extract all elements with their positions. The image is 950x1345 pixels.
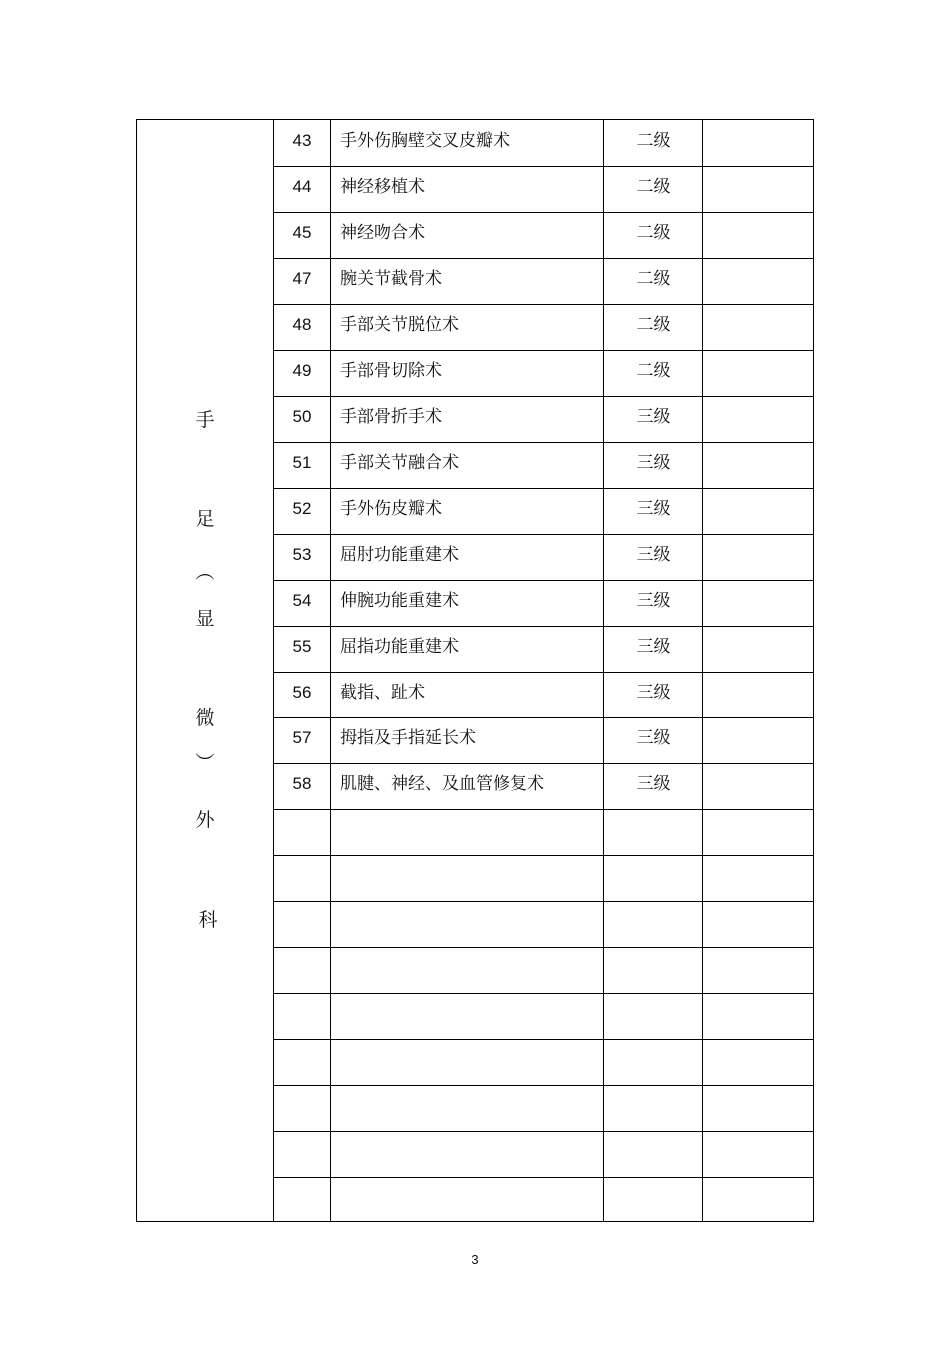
procedure-level: 三级 bbox=[636, 774, 671, 795]
procedure-level bbox=[604, 855, 703, 901]
category-char: 显 bbox=[195, 608, 215, 630]
row-number: 57 bbox=[292, 728, 312, 748]
procedure-name: 神经移植术 bbox=[340, 176, 425, 197]
procedure-name: 手外伤皮瓣术 bbox=[340, 498, 442, 519]
table-row bbox=[137, 1039, 813, 1085]
procedure-level bbox=[604, 993, 703, 1039]
page-number: 3 bbox=[471, 1252, 479, 1267]
row-divider bbox=[273, 442, 814, 443]
procedure-name bbox=[340, 855, 605, 901]
table-row bbox=[137, 947, 813, 993]
procedure-level: 二级 bbox=[636, 131, 671, 151]
category-char: 手 bbox=[195, 409, 215, 431]
table-row bbox=[137, 809, 813, 855]
procedure-level: 三级 bbox=[636, 498, 671, 519]
table-row bbox=[137, 855, 813, 901]
procedure-name: 肌腱、神经、及血管修复术 bbox=[340, 774, 544, 795]
row-number: 44 bbox=[292, 176, 312, 196]
category-char: 足 bbox=[195, 508, 215, 530]
category-char: 科 bbox=[198, 909, 218, 931]
row-number: 51 bbox=[292, 452, 312, 472]
row-number: 49 bbox=[292, 360, 312, 380]
procedure-level: 三级 bbox=[636, 728, 671, 749]
row-divider bbox=[273, 672, 814, 673]
procedure-name bbox=[340, 1131, 605, 1177]
category-char: ︵ bbox=[195, 561, 215, 583]
row-divider bbox=[273, 717, 814, 718]
table-row bbox=[137, 396, 813, 442]
row-number: 55 bbox=[292, 636, 312, 656]
row-number bbox=[274, 901, 330, 947]
row-divider bbox=[273, 534, 814, 535]
table-row bbox=[137, 534, 813, 580]
procedure-name: 屈指功能重建术 bbox=[340, 636, 459, 657]
procedure-level: 二级 bbox=[636, 176, 671, 197]
table-row bbox=[137, 258, 813, 304]
row-number bbox=[274, 1039, 330, 1085]
row-number: 43 bbox=[292, 131, 312, 150]
row-divider bbox=[273, 763, 814, 764]
procedure-level: 三级 bbox=[636, 590, 671, 611]
table-row bbox=[137, 442, 813, 488]
procedure-name: 神经吻合术 bbox=[340, 222, 425, 243]
row-divider bbox=[273, 947, 814, 948]
category-char: 微 bbox=[195, 707, 215, 729]
table-row bbox=[137, 1085, 813, 1131]
procedure-name bbox=[340, 993, 605, 1039]
procedure-level: 三级 bbox=[636, 406, 671, 427]
procedure-level: 二级 bbox=[636, 222, 671, 243]
table-row bbox=[137, 350, 813, 396]
row-divider bbox=[273, 1177, 814, 1178]
procedure-name bbox=[340, 1039, 605, 1085]
row-number: 45 bbox=[292, 222, 312, 242]
table-row bbox=[137, 212, 813, 258]
row-number bbox=[274, 809, 330, 855]
procedure-name: 伸腕功能重建术 bbox=[340, 590, 459, 611]
procedure-level bbox=[604, 947, 703, 993]
procedure-level: 三级 bbox=[636, 636, 671, 657]
table-row bbox=[137, 672, 813, 718]
procedure-name bbox=[340, 901, 605, 947]
procedure-level bbox=[604, 901, 703, 947]
row-divider bbox=[273, 396, 814, 397]
procedure-name bbox=[340, 1085, 605, 1131]
row-divider bbox=[273, 1039, 814, 1040]
procedure-name: 手部骨切除术 bbox=[340, 360, 442, 381]
category-char: 外 bbox=[195, 809, 215, 831]
procedure-level: 二级 bbox=[636, 268, 671, 289]
row-divider bbox=[273, 166, 814, 167]
table-row bbox=[137, 901, 813, 947]
row-number bbox=[274, 993, 330, 1039]
procedure-level bbox=[604, 1131, 703, 1177]
row-number: 56 bbox=[292, 682, 312, 702]
procedure-name: 腕关节截骨术 bbox=[340, 268, 442, 289]
row-number: 54 bbox=[292, 590, 312, 610]
row-divider bbox=[273, 901, 814, 902]
table-row bbox=[137, 993, 813, 1039]
row-divider bbox=[273, 212, 814, 213]
procedure-name: 屈肘功能重建术 bbox=[340, 544, 459, 565]
row-number bbox=[274, 1085, 330, 1131]
table-row bbox=[137, 763, 813, 809]
row-divider bbox=[273, 626, 814, 627]
row-number bbox=[274, 947, 330, 993]
row-number: 47 bbox=[292, 268, 312, 288]
row-number: 58 bbox=[292, 774, 312, 794]
procedure-level bbox=[604, 1177, 703, 1223]
table-row bbox=[137, 1131, 813, 1177]
procedure-level: 三级 bbox=[636, 452, 671, 473]
procedure-name: 拇指及手指延长术 bbox=[340, 728, 476, 749]
row-divider bbox=[273, 993, 814, 994]
row-divider bbox=[273, 809, 814, 810]
surgery-table bbox=[136, 119, 814, 1222]
procedure-name bbox=[340, 1177, 605, 1223]
procedure-level: 二级 bbox=[636, 314, 671, 335]
row-divider bbox=[273, 304, 814, 305]
row-divider bbox=[273, 488, 814, 489]
row-divider bbox=[273, 1085, 814, 1086]
procedure-name: 手部骨折手术 bbox=[340, 406, 442, 427]
table-row bbox=[137, 717, 813, 763]
row-divider bbox=[273, 350, 814, 351]
table-row bbox=[137, 304, 813, 350]
procedure-level: 二级 bbox=[636, 360, 671, 381]
row-number: 53 bbox=[292, 544, 312, 564]
row-number bbox=[274, 1177, 330, 1223]
row-divider bbox=[273, 258, 814, 259]
row-number: 52 bbox=[292, 498, 312, 518]
row-divider bbox=[273, 855, 814, 856]
procedure-level bbox=[604, 1085, 703, 1131]
procedure-name bbox=[340, 809, 605, 855]
table-row bbox=[137, 580, 813, 626]
row-divider bbox=[273, 580, 814, 581]
row-divider bbox=[273, 1131, 814, 1132]
row-number bbox=[274, 855, 330, 901]
procedure-name: 手部关节脱位术 bbox=[340, 314, 459, 335]
table-row bbox=[137, 626, 813, 672]
table-row bbox=[137, 1177, 813, 1223]
procedure-name: 手外伤胸壁交叉皮瓣术 bbox=[340, 131, 510, 151]
table-row bbox=[137, 166, 813, 212]
row-number bbox=[274, 1131, 330, 1177]
table-row bbox=[137, 488, 813, 534]
procedure-level: 三级 bbox=[636, 544, 671, 565]
procedure-name: 截指、趾术 bbox=[340, 682, 425, 703]
procedure-level bbox=[604, 809, 703, 855]
procedure-name bbox=[340, 947, 605, 993]
procedure-level: 三级 bbox=[636, 682, 671, 703]
row-number: 48 bbox=[292, 314, 312, 334]
table-row bbox=[137, 120, 813, 166]
row-number: 50 bbox=[292, 406, 312, 426]
category-char: ︶ bbox=[195, 752, 215, 774]
procedure-name: 手部关节融合术 bbox=[340, 452, 459, 473]
procedure-level bbox=[604, 1039, 703, 1085]
